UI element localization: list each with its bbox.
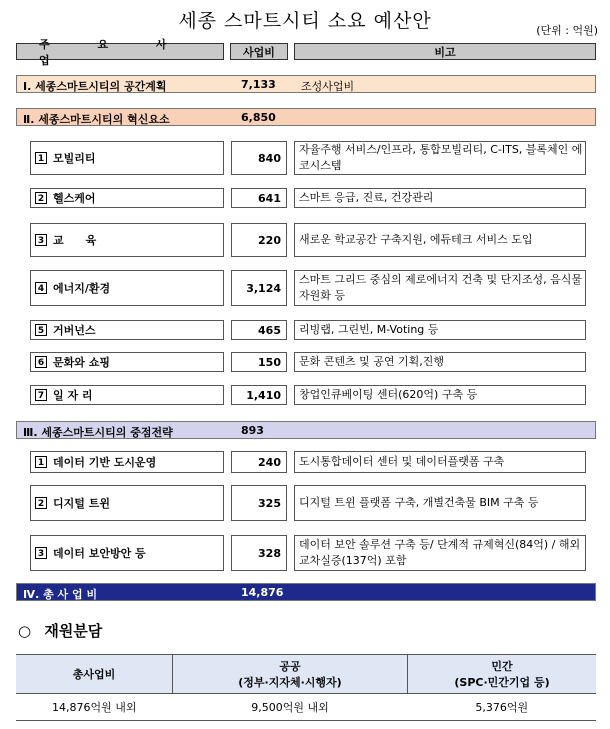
item-name-cell [30,485,224,521]
section-strategy [16,421,596,439]
item-note [294,485,586,521]
header-business: 주 요 사 업 [16,43,224,60]
item-name-cell [30,188,224,208]
item-number: 2 [35,192,47,204]
item-number: 1 [35,456,47,468]
item-note [294,352,586,372]
item-note [294,141,586,175]
item-value: 150 [231,352,287,372]
item-note-text: 스마트 응급, 진료, 건강관리 [299,191,434,204]
item-value: 1,410 [231,385,287,405]
item-number: 6 [35,356,47,368]
item-note-text: 데이터 보안 솔루션 구축 등/ 단계적 규제혁신(84억) / 해외 교차실증(137억) 포함 [299,538,581,567]
funding-col-private: 민간 (SPC·민간기업 등) [408,655,597,694]
item-name-cell [30,451,224,473]
item-number: 2 [35,497,47,509]
section-value: 893 [241,424,264,437]
unit-label: (단위 : 억원) [536,24,598,37]
item-name-cell [30,352,224,372]
item-note-text: 도시통합데이터 센터 및 데이터플랫폼 구축 [299,455,505,468]
item-number: 3 [35,547,47,559]
item-value: 840 [231,141,287,175]
item-name: 교 육 [53,234,97,247]
section-value: 6,850 [241,111,276,124]
funding-col-public: 공공 (정부·지자체·시행자) [173,655,408,694]
item-name-cell [30,535,224,571]
section-label: Ⅳ. 총 사 업 비 [23,588,98,601]
item-note-text: 스마트 그리드 중심의 제로에너지 건축 및 단지조성, 음식물 자원화 등 [299,273,582,302]
table-row [16,694,596,721]
item-name-cell [30,141,224,175]
item-note [294,535,586,571]
item-value: 3,124 [231,270,287,306]
item-name-cell [30,223,224,257]
section-label: Ⅱ. 세종스마트시티의 혁신요소 [23,113,170,126]
item-name-cell [30,320,224,340]
item-name: 문화와 쇼핑 [53,356,110,369]
funding-heading [18,620,102,641]
funding-title: 재원분담 [44,622,103,640]
item-note-text: 창업인큐베이팅 센터(620억) 구축 등 [299,388,478,401]
header-note: 비고 [294,43,596,60]
funding-total-value: 14,876억원 내외 [16,694,173,721]
funding-table [16,654,596,721]
section-note: 조성사업비 [301,80,355,93]
item-note [294,385,586,405]
item-name-cell [30,270,224,306]
item-note [294,223,586,257]
section-label: Ⅲ. 세종스마트시티의 중점전략 [23,426,173,439]
item-note-text: 디지털 트윈 플랫폼 구축, 개별건축물 BIM 구축 등 [299,496,539,509]
funding-public-value: 9,500억원 내외 [173,694,408,721]
item-value: 328 [231,535,287,571]
item-note [294,188,586,208]
item-value: 240 [231,451,287,473]
item-value: 465 [231,320,287,340]
item-number: 1 [35,152,47,164]
funding-col-total: 총사업비 [16,655,173,694]
item-name: 디지털 트윈 [53,497,110,510]
item-name: 모빌리티 [53,152,96,165]
item-value: 220 [231,223,287,257]
item-note-text: 자율주행 서비스/인프라, 통합모빌리티, C-ITS, 블록체인 에코시스템 [299,143,583,172]
item-number: 7 [35,389,47,401]
item-name: 일 자 리 [53,389,93,402]
section-total [16,583,596,601]
item-note-text: 리빙랩, 그린빈, M-Voting 등 [299,323,439,336]
item-note [294,270,586,306]
section-spatial-plan [16,75,596,93]
item-name: 에너지/환경 [53,282,111,295]
section-value: 7,133 [241,78,276,91]
section-innovation [16,108,596,126]
item-number: 3 [35,234,47,246]
section-value: 14,876 [241,586,284,599]
item-value: 325 [231,485,287,521]
item-value: 641 [231,188,287,208]
page-title: 세종 스마트시티 소요 예산안 [178,10,432,32]
item-name: 거버넌스 [53,324,96,337]
header-cost: 사업비 [230,43,288,60]
item-number: 5 [35,324,47,336]
bullet-icon: ○ [18,622,32,640]
item-name-cell [30,385,224,405]
item-name: 데이터 기반 도시운영 [53,456,157,469]
section-label: Ⅰ. 세종스마트시티의 공간계획 [23,80,167,93]
item-note-text: 문화 콘텐츠 및 공연 기획,진행 [299,355,444,368]
item-name: 헬스케어 [53,192,96,205]
item-name: 데이터 보안방안 등 [53,547,146,560]
item-number: 4 [35,282,47,294]
item-note [294,451,586,473]
funding-private-value: 5,376억원 [408,694,597,721]
item-note [294,320,586,340]
item-note-text: 새로운 학교공간 구축지원, 에듀테크 서비스 도입 [299,233,533,246]
